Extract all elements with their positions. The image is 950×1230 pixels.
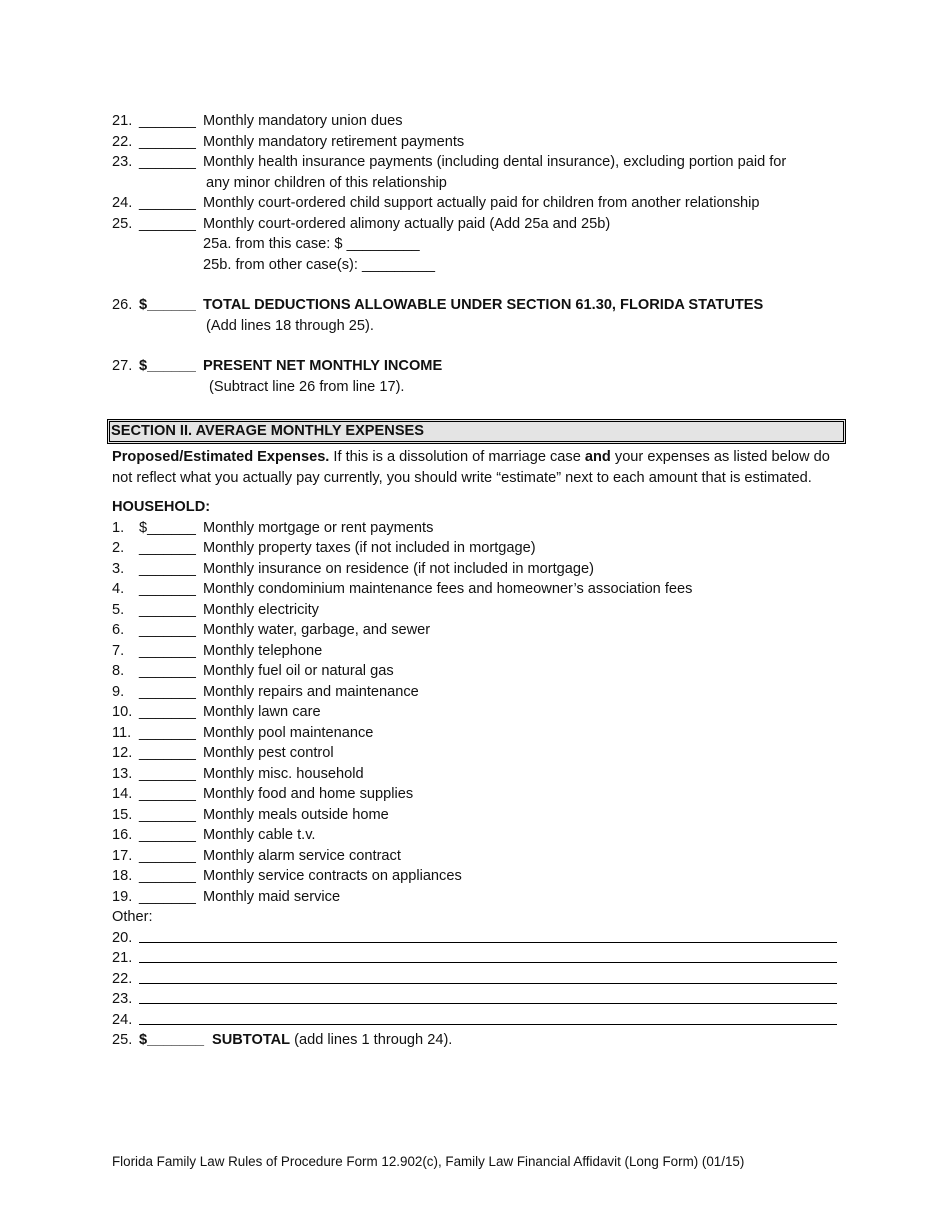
other-line [112, 969, 842, 990]
amount-blank[interactable]: _______ [139, 827, 196, 843]
line-number: 8. [112, 663, 125, 679]
line-number: 1. [112, 519, 125, 536]
amount-blank[interactable]: _______ [139, 868, 196, 884]
list-item [112, 152, 842, 173]
total-deductions-line [112, 295, 842, 316]
line-number: 21. [112, 113, 133, 129]
list-item [112, 887, 842, 908]
line-label: Monthly condominium maintenance fees and homeowner’s association fees [203, 581, 693, 597]
list-item [112, 132, 842, 153]
write-in-field[interactable] [139, 928, 837, 943]
other-heading: Other: [112, 909, 153, 925]
line-label: Monthly telephone [203, 642, 323, 659]
list-item [112, 193, 842, 214]
write-in-field[interactable] [139, 969, 837, 984]
deductions-list [112, 111, 842, 275]
line-label: Monthly insurance on residence (if not included in mortgage) [203, 560, 595, 577]
line-label: Monthly alarm service contract [203, 847, 401, 864]
subtotal-label-group [212, 1030, 452, 1051]
line-label-continuation: any minor children of this relationship [206, 174, 447, 191]
intro-text-2: your expenses as listed below do not reflect what you actually pay currently, you should write “estimate” next to each amount that is estimated. [112, 449, 830, 486]
amount-blank[interactable]: $______ [139, 519, 196, 536]
amount-blank[interactable]: _______ [139, 133, 196, 150]
amount-blank[interactable]: $______ [139, 358, 196, 374]
amount-blank[interactable]: _______ [139, 215, 196, 232]
line-label: Monthly meals outside home [203, 806, 389, 823]
write-in-field[interactable] [139, 1010, 837, 1025]
list-item [112, 579, 842, 600]
subtotal-label: SUBTOTAL [212, 1032, 291, 1048]
line-label: Monthly property taxes (if not included in mortgage) [203, 540, 536, 556]
amount-blank[interactable]: _______ [139, 195, 196, 211]
line-label: Monthly health insurance payments (including dental insurance), excluding portion paid for [203, 154, 787, 170]
line-number: 12. [112, 745, 133, 761]
line-number: 5. [112, 601, 125, 618]
amount-blank[interactable]: _______ [139, 745, 196, 761]
line-number: 14. [112, 786, 133, 802]
line-note: (Add lines 18 through 25). [206, 317, 374, 334]
line-label: Monthly service contracts on appliances [203, 868, 462, 884]
line-number: 23. [112, 991, 133, 1007]
line-number: 25. [112, 215, 133, 232]
line-number: 10. [112, 704, 133, 720]
other-lines [112, 928, 842, 1031]
line-label: Monthly pest control [203, 745, 334, 761]
list-item [112, 805, 842, 826]
other-line [112, 948, 842, 969]
list-item [112, 723, 842, 744]
line-number: 24. [112, 195, 133, 211]
list-item [112, 866, 842, 887]
list-item [112, 600, 842, 621]
amount-blank[interactable]: _______ [139, 806, 196, 823]
line-number: 22. [112, 133, 133, 150]
list-item [112, 620, 842, 641]
amount-blank[interactable]: _______ [139, 724, 196, 741]
line-number: 15. [112, 806, 133, 823]
list-item [112, 214, 842, 235]
sub-line-25a [112, 234, 842, 255]
line-label: Monthly mortgage or rent payments [203, 519, 434, 536]
amount-blank[interactable]: _______ [139, 683, 196, 700]
list-item [112, 111, 842, 132]
amount-blank[interactable]: _______ [139, 154, 196, 170]
line-number: 19. [112, 888, 133, 905]
amount-blank[interactable]: _______ [139, 113, 196, 129]
line-number: 18. [112, 868, 133, 884]
amount-blank[interactable]: _______ [139, 642, 196, 659]
amount-blank[interactable]: _______ [139, 786, 196, 802]
list-item [112, 538, 842, 559]
list-item [112, 661, 842, 682]
list-item [112, 641, 842, 662]
amount-blank[interactable]: _______ [139, 663, 196, 679]
sub-line-25b [112, 255, 842, 276]
line-label: Monthly mandatory retirement payments [203, 133, 465, 150]
line-label: Monthly food and home supplies [203, 786, 414, 802]
line-label: Monthly electricity [203, 601, 319, 618]
line-number: 26. [112, 297, 133, 313]
write-in-field[interactable] [139, 989, 837, 1004]
line-label: Monthly misc. household [203, 765, 364, 782]
line-25a-text[interactable]: 25a. from this case: $ _________ [203, 236, 420, 252]
line-number: 11. [112, 724, 132, 741]
intro-bold: Proposed/Estimated Expenses. [112, 449, 330, 465]
line-number: 4. [112, 581, 125, 597]
line-number: 24. [112, 1011, 133, 1028]
other-line [112, 928, 842, 949]
line-label: Monthly mandatory union dues [203, 113, 403, 129]
line-number: 7. [112, 642, 125, 659]
line-number: 21. [112, 950, 133, 966]
line-number: 3. [112, 560, 125, 577]
line-number: 20. [112, 929, 133, 946]
line-number: 6. [112, 622, 125, 638]
amount-blank[interactable]: $______ [139, 297, 196, 313]
line-number: 23. [112, 154, 133, 170]
line-label: Monthly cable t.v. [203, 827, 316, 843]
net-income-line [112, 356, 842, 377]
household-list [112, 518, 842, 908]
list-item-continuation [112, 173, 842, 194]
total-deductions-note [112, 316, 842, 337]
list-item [112, 764, 842, 785]
line-number: 13. [112, 765, 133, 782]
intro-paragraph [112, 447, 842, 488]
subtotal-line [112, 1030, 842, 1051]
line-25b-text[interactable]: 25b. from other case(s): _________ [203, 256, 436, 273]
list-item [112, 743, 842, 764]
form-page [112, 111, 842, 1051]
household-heading: HOUSEHOLD: [112, 499, 211, 515]
amount-blank[interactable]: _______ [139, 581, 196, 597]
line-label: Monthly lawn care [203, 704, 321, 720]
intro-text-1: If this is a dissolution of marriage case [329, 449, 585, 465]
list-item [112, 784, 842, 805]
amount-blank[interactable]: _______ [139, 765, 196, 782]
list-item [112, 846, 842, 867]
amount-blank[interactable]: _______ [139, 847, 196, 864]
line-number: 22. [112, 970, 133, 987]
line-label: Monthly court-ordered alimony actually paid (Add 25a and 25b) [203, 215, 611, 232]
list-item [112, 682, 842, 703]
amount-blank[interactable]: _______ [139, 704, 196, 720]
page-footer: Florida Family Law Rules of Procedure Form 12.902(c), Family Law Financial Affidavit (Long Form) (01/15) [112, 1154, 745, 1169]
amount-blank[interactable]: _______ [139, 540, 196, 556]
subtotal-note: (add lines 1 through 24). [290, 1032, 453, 1048]
amount-blank[interactable]: _______ [139, 601, 196, 618]
line-number: 9. [112, 683, 125, 700]
list-item [112, 518, 842, 539]
line-label: Monthly pool maintenance [203, 724, 374, 741]
intro-and: and [584, 449, 611, 465]
amount-blank[interactable]: _______ [139, 560, 196, 577]
amount-blank[interactable]: _______ [139, 888, 196, 905]
line-label: TOTAL DEDUCTIONS ALLOWABLE UNDER SECTION 61.30, FLORIDA STATUTES [203, 297, 764, 313]
line-label: Monthly court-ordered child support actually paid for children from another relationship [203, 195, 760, 211]
amount-blank[interactable]: $_______ [139, 1032, 204, 1048]
section-heading: SECTION II. AVERAGE MONTHLY EXPENSES [107, 419, 846, 444]
net-income-note [112, 377, 842, 398]
line-label: Monthly water, garbage, and sewer [203, 622, 431, 638]
line-label: Monthly fuel oil or natural gas [203, 663, 394, 679]
line-label: Monthly repairs and maintenance [203, 683, 419, 700]
other-line [112, 989, 842, 1010]
line-number: 2. [112, 540, 125, 556]
line-number: 16. [112, 827, 133, 843]
line-number: 25. [112, 1032, 133, 1048]
line-label: Monthly maid service [203, 888, 341, 905]
line-number: 17. [112, 847, 133, 864]
write-in-field[interactable] [139, 948, 837, 963]
line-number: 27. [112, 358, 133, 374]
list-item [112, 559, 842, 580]
line-note: (Subtract line 26 from line 17). [209, 378, 405, 395]
other-line [112, 1010, 842, 1031]
list-item [112, 825, 842, 846]
line-label: PRESENT NET MONTHLY INCOME [203, 358, 443, 374]
amount-blank[interactable]: _______ [139, 622, 196, 638]
list-item [112, 702, 842, 723]
